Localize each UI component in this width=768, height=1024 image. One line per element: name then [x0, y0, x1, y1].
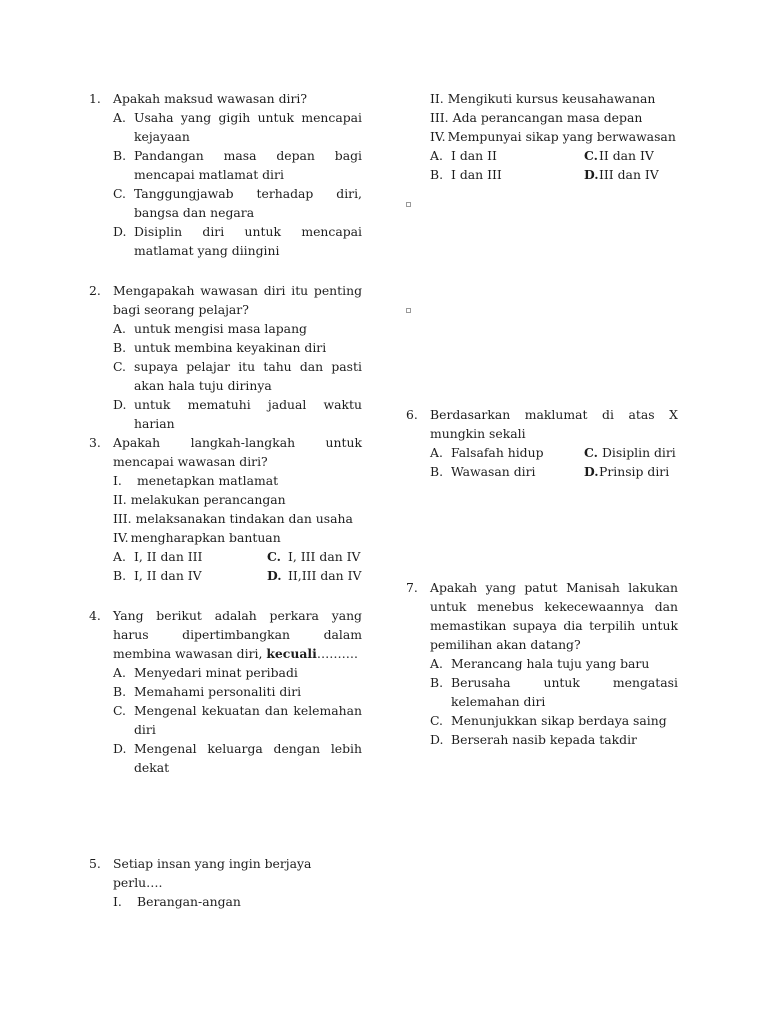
question-1 — [89, 89, 362, 260]
choice-b — [430, 165, 584, 184]
choice-label: D. — [267, 568, 282, 583]
option-a — [113, 319, 362, 338]
question-number: 6. — [406, 407, 418, 422]
option-label: A. — [113, 321, 126, 336]
statement-item — [113, 490, 362, 509]
option-a — [113, 663, 362, 682]
option-text: Menunjukkan sikap berdaya saing — [451, 713, 667, 728]
question-number: 7. — [406, 580, 418, 595]
item-text: mengharapkan bantuan — [130, 530, 281, 545]
choice-a — [430, 146, 584, 165]
item-label: II. — [430, 91, 444, 106]
option-text: Pandangan masa depan bagi mencapai matlamat diri — [134, 148, 362, 182]
statement-item — [430, 108, 680, 127]
option-label: A. — [113, 110, 126, 125]
choice-label: C. — [584, 148, 598, 163]
option-b — [113, 682, 362, 701]
option-d — [113, 395, 362, 433]
item-label: III. — [113, 511, 132, 526]
item-label: III. — [430, 110, 449, 125]
choice-row — [430, 462, 678, 481]
option-label: C. — [430, 713, 443, 728]
option-label: A. — [113, 665, 126, 680]
item-label: IV. — [430, 129, 446, 144]
option-text: Mengenal kekuatan dan kelemahan diri — [134, 703, 362, 737]
option-text: untuk mengisi masa lapang — [134, 321, 307, 336]
item-label: II. — [113, 492, 127, 507]
option-text: Merancang hala tuju yang baru — [451, 656, 650, 671]
statement-item — [430, 127, 680, 146]
statement-item — [430, 89, 680, 108]
option-text: Menyedari minat peribadi — [134, 665, 298, 680]
choice-label: C. — [584, 445, 598, 460]
choice-text: I, II dan III — [134, 549, 203, 564]
option-d — [113, 222, 362, 260]
option-label: B. — [113, 340, 127, 355]
choice-label: B. — [113, 568, 127, 583]
question-text: Berdasarkan maklumat di atas X mungkin sekali — [430, 407, 678, 441]
item-label: IV. — [113, 530, 129, 545]
option-text: supaya pelajar itu tahu dan pasti akan hala tuju dirinya — [134, 359, 362, 393]
option-b — [113, 146, 362, 184]
choice-label: D. — [584, 167, 599, 182]
choice-text: Disiplin diri — [602, 445, 676, 460]
option-c — [430, 711, 678, 730]
option-label: C. — [113, 359, 126, 374]
option-label: C. — [113, 703, 126, 718]
choice-label: A. — [430, 445, 443, 460]
choice-text: Wawasan diri — [451, 464, 536, 479]
option-label: D. — [113, 224, 127, 239]
choice-text: Prinsip diri — [599, 464, 670, 479]
choice-text: Falsafah hidup — [451, 445, 544, 460]
option-b — [113, 338, 362, 357]
option-text: untuk mematuhi jadual waktu harian — [134, 397, 362, 431]
question-text: Apakah langkah-langkah untuk mencapai wawasan diri? — [113, 435, 362, 469]
choice-c — [584, 443, 676, 462]
question-text — [113, 606, 362, 663]
choice-row — [430, 443, 678, 462]
choice-d — [267, 566, 361, 585]
choice-row — [113, 547, 362, 566]
item-text: menetapkan matlamat — [137, 473, 279, 488]
option-text: Mengenal keluarga dengan lebih dekat — [134, 741, 362, 775]
question-4 — [89, 606, 362, 777]
item-text: Mempunyai sikap yang berwawasan — [447, 129, 676, 144]
item-label: I. — [113, 894, 122, 909]
option-text: Disiplin diri untuk mencapai matlamat yang diingini — [134, 224, 362, 258]
option-label: B. — [430, 675, 444, 690]
question-ellipsis: ………. — [316, 646, 358, 661]
image-placeholder-marker — [406, 308, 411, 313]
option-b — [430, 673, 678, 711]
question-number: 5. — [89, 856, 101, 871]
option-c — [113, 357, 362, 395]
question-3 — [89, 433, 362, 585]
option-text: Berserah nasib kepada takdir — [451, 732, 637, 747]
choice-text: III dan IV — [599, 167, 659, 182]
option-text: Berusaha untuk mengatasi kelemahan diri — [451, 675, 678, 709]
statement-item — [113, 528, 362, 547]
option-label: D. — [113, 741, 127, 756]
choice-a — [430, 443, 584, 462]
option-a — [113, 108, 362, 146]
item-text: Berangan-angan — [137, 894, 241, 909]
question-text: Setiap insan yang ingin berjaya perlu…. — [113, 856, 312, 890]
question-2 — [89, 281, 362, 433]
option-label: B. — [113, 148, 127, 163]
option-text: Usaha yang gigih untuk mencapai kejayaan — [134, 110, 362, 144]
option-text: Memahami personaliti diri — [134, 684, 302, 699]
choice-text: II,III dan IV — [288, 568, 362, 583]
choice-text: II dan IV — [599, 148, 654, 163]
question-number: 3. — [89, 435, 101, 450]
question-text: Mengapakah wawasan diri itu penting bagi seorang pelajar? — [113, 283, 362, 317]
statement-item — [113, 892, 362, 911]
question-number: 2. — [89, 283, 101, 298]
item-text: Mengikuti kursus keusahawanan — [447, 91, 656, 106]
choice-row — [113, 566, 362, 585]
choice-b — [430, 462, 584, 481]
statement-item — [113, 471, 362, 490]
item-text: Ada perancangan masa depan — [452, 110, 643, 125]
choice-text: I dan III — [451, 167, 502, 182]
choice-text: I dan II — [451, 148, 497, 163]
option-text: untuk membina keyakinan diri — [134, 340, 327, 355]
choice-label: B. — [430, 167, 444, 182]
question-text-main: Yang berikut adalah perkara yang harus dipertimbangkan dalam membina wawasan diri, — [113, 608, 362, 661]
choice-text: I, III dan IV — [288, 549, 361, 564]
choice-d — [584, 462, 669, 481]
statement-item — [113, 509, 362, 528]
choice-label: A. — [113, 549, 126, 564]
option-d — [430, 730, 678, 749]
question-text: Apakah yang patut Manisah lakukan untuk menebus kekecewaannya dan memastikan supaya dia terpilih untuk pemilihan akan datang? — [430, 580, 678, 652]
choice-label: C. — [267, 549, 281, 564]
item-label: I. — [113, 473, 122, 488]
option-label: B. — [113, 684, 127, 699]
choice-text: I, II dan IV — [134, 568, 202, 583]
question-6 — [406, 405, 678, 481]
choice-row — [430, 165, 680, 184]
option-a — [430, 654, 678, 673]
choice-d — [584, 165, 659, 184]
option-label: D. — [430, 732, 444, 747]
option-text: Tanggungjawab terhadap diri, bangsa dan negara — [134, 186, 362, 220]
item-text: melakukan perancangan — [130, 492, 286, 507]
option-label: C. — [113, 186, 126, 201]
choice-row — [430, 146, 680, 165]
choice-b — [113, 566, 267, 585]
choice-a — [113, 547, 267, 566]
option-label: A. — [430, 656, 443, 671]
question-5-continued — [430, 89, 680, 184]
choice-c — [584, 146, 654, 165]
choice-label: D. — [584, 464, 599, 479]
choice-label: A. — [430, 148, 443, 163]
option-c — [113, 184, 362, 222]
option-c — [113, 701, 362, 739]
question-number: 4. — [89, 608, 101, 623]
option-d — [113, 739, 362, 777]
question-emphasis: kecuali — [266, 646, 317, 661]
question-5 — [89, 854, 362, 911]
image-placeholder-marker — [406, 202, 411, 207]
item-text: melaksanakan tindakan dan usaha — [135, 511, 353, 526]
choice-c — [267, 547, 360, 566]
choice-label: B. — [430, 464, 444, 479]
question-7 — [406, 578, 678, 749]
question-number: 1. — [89, 91, 101, 106]
option-label: D. — [113, 397, 127, 412]
question-text: Apakah maksud wawasan diri? — [113, 91, 308, 106]
